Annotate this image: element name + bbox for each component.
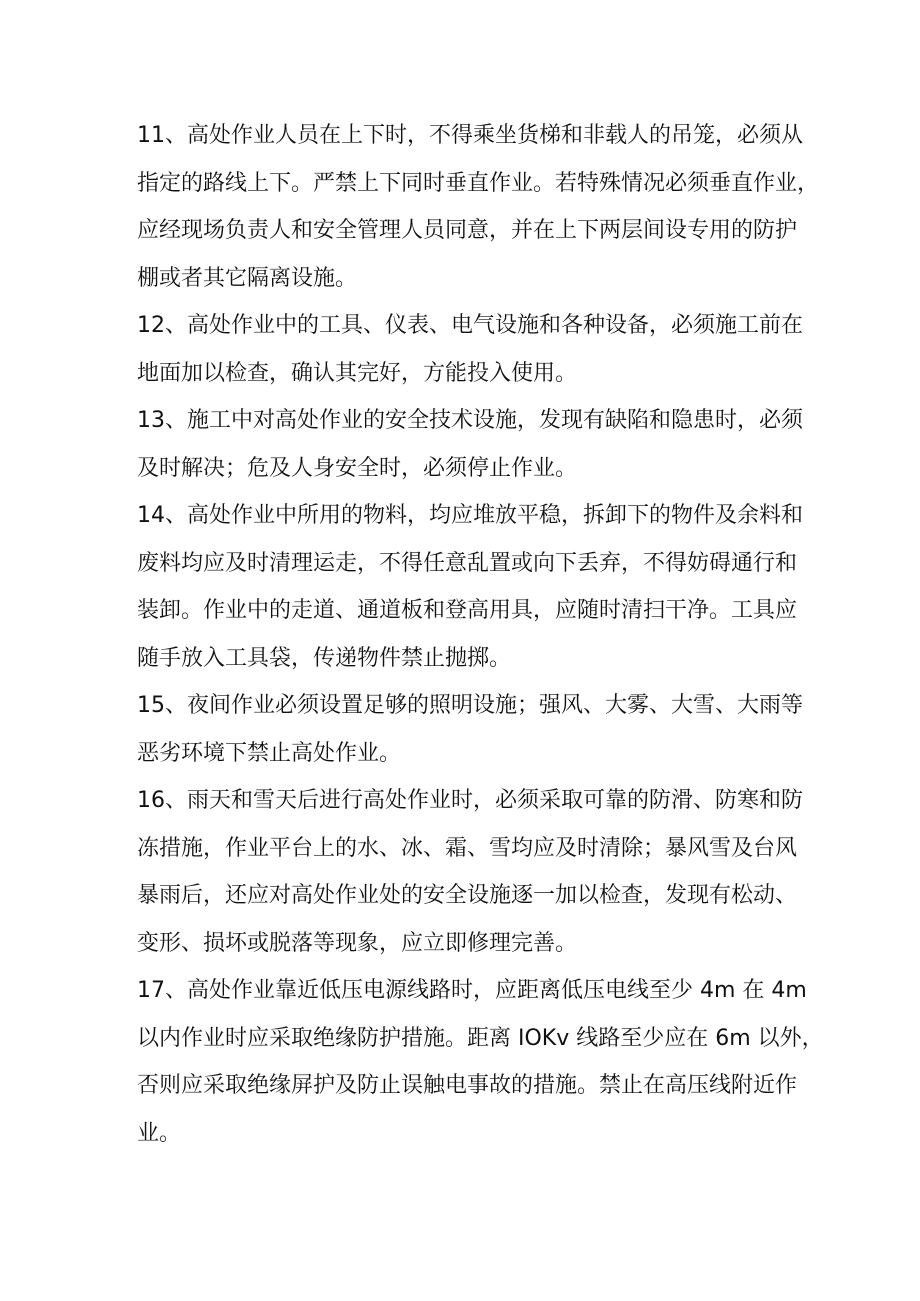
paragraph-line: 13、施工中对高处作业的安全技术设施，发现有缺陷和隐患时，必须 <box>137 408 803 433</box>
paragraph-line: 棚或者其它隔离设施。 <box>137 265 358 291</box>
paragraph-item-14 <box>137 492 803 682</box>
paragraph-line: 17、高处作业靠近低压电源线路时，应距离低压电线至少 4m 在 4m <box>137 978 807 1003</box>
paragraph-line: 15、夜间作业必须设置足够的照明设施；强风、大雾、大雪、大雨等 <box>137 693 803 718</box>
paragraph-line: 否则应采取绝缘屏护及防止误触电事故的措施。禁止在高压线附近作 <box>137 1073 798 1098</box>
paragraph-line: 恶劣环境下禁止高处作业。 <box>137 740 402 766</box>
paragraph-item-11 <box>137 112 820 302</box>
paragraph-item-15 <box>137 682 803 777</box>
paragraph-item-16 <box>137 777 803 967</box>
document-body <box>137 112 824 1157</box>
paragraph-line: 14、高处作业中所用的物料，均应堆放平稳，拆卸下的物件及余料和 <box>137 503 803 528</box>
paragraph-line: 业。 <box>137 1120 182 1146</box>
paragraph-line: 冻措施，作业平台上的水、冰、霜、雪均应及时清除；暴风雪及台风 <box>137 835 798 861</box>
paragraph-item-12 <box>137 302 803 397</box>
paragraph-item-13 <box>137 397 803 492</box>
paragraph-item-17 <box>137 967 824 1157</box>
paragraph-line: 装卸。作业中的走道、通道板和登高用具，应随时清扫干净。工具应 <box>137 598 798 623</box>
paragraph-line: 指定的路线上下。严禁上下同时垂直作业。若特殊情况必须垂直作业， <box>137 170 820 196</box>
paragraph-line: 12、高处作业中的工具、仪表、电气设施和各种设备，必须施工前在 <box>137 313 803 338</box>
paragraph-line: 暴雨后，还应对高处作业处的安全设施逐一加以检查，发现有松动、 <box>137 883 798 908</box>
paragraph-line: 变形、损坏或脱落等现象，应立即修理完善。 <box>137 930 578 956</box>
paragraph-line: 11、高处作业人员在上下时，不得乘坐货梯和非载人的吊笼，必须从 <box>137 123 803 148</box>
paragraph-line: 地面加以检查，确认其完好，方能投入使用。 <box>137 360 578 386</box>
paragraph-line: 废料均应及时清理运走，不得任意乱置或向下丢弃，不得妨碍通行和 <box>137 550 798 576</box>
paragraph-line: 16、雨天和雪天后进行高处作业时，必须采取可靠的防滑、防寒和防 <box>137 788 803 813</box>
paragraph-line: 随手放入工具袋，传递物件禁止抛掷。 <box>137 645 512 671</box>
paragraph-line: 应经现场负责人和安全管理人员同意，并在上下两层间设专用的防护 <box>137 218 798 243</box>
paragraph-line: 以内作业时应采取绝缘防护措施。距离 IOKv 线路至少应在 6m 以外， <box>137 1025 824 1051</box>
paragraph-line: 及时解决；危及人身安全时，必须停止作业。 <box>137 455 578 481</box>
